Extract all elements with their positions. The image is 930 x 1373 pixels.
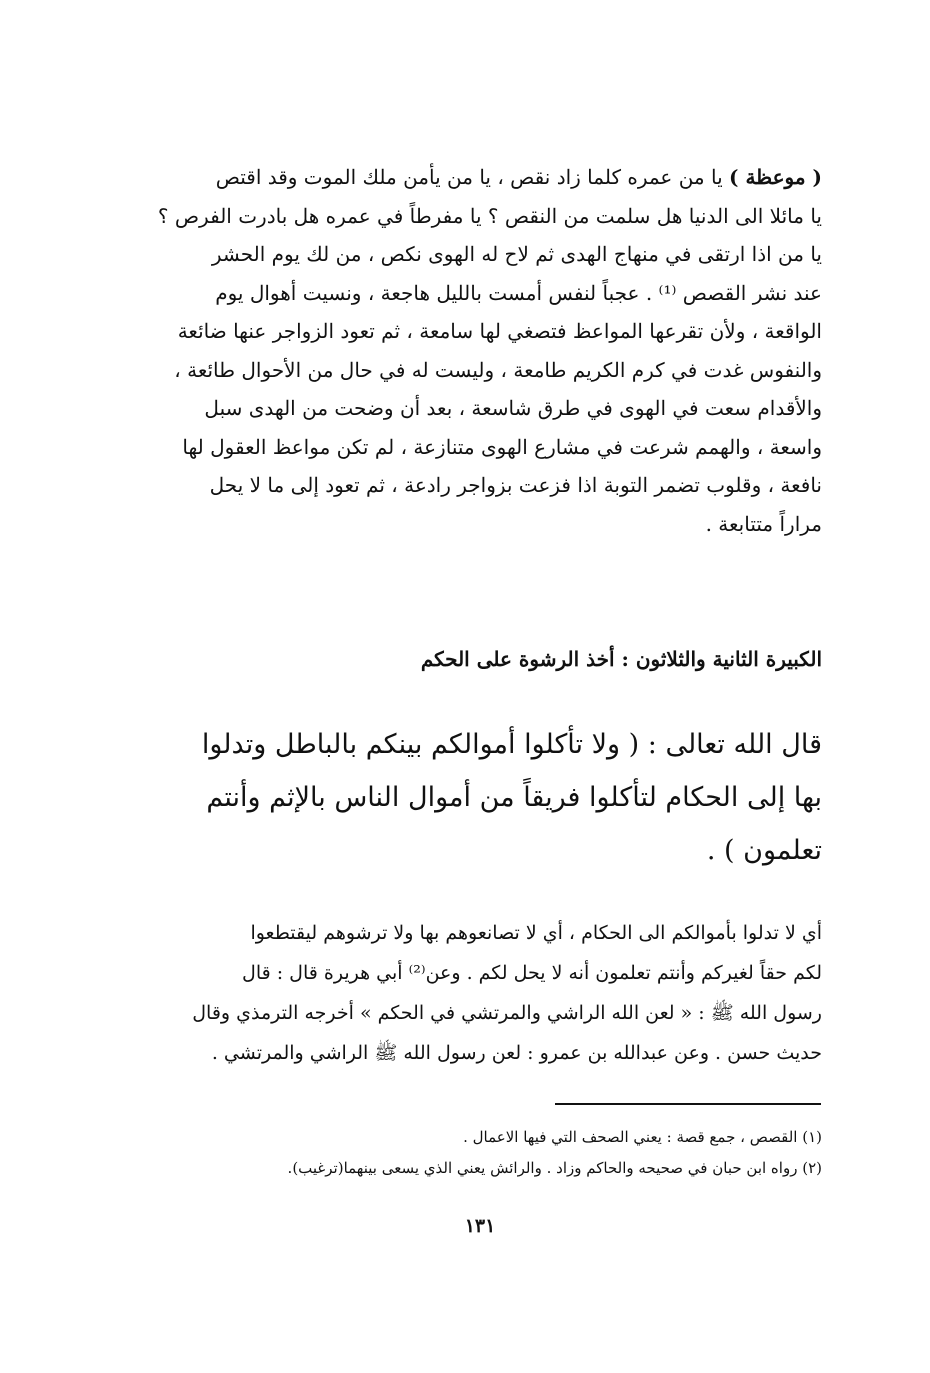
sermon-line-8: واسعة ، والهمم شرعت في مشارع الهوى متنازعة ، لم تكن مواعظ العقول لها (182, 434, 822, 459)
sermon-paragraph (150, 158, 822, 543)
sermon-line-6: والنفوس غدت في كرم الكريم طامعة ، وليست له في حال من الأحوال طائعة ، (174, 357, 822, 382)
sermon-line-1-text: يا من عمره كلما زاد نقص ، يا من يأمن ملك الموت وقد اقتص (215, 165, 723, 189)
page-number: ١٣١ (464, 1215, 496, 1237)
commentary-line-1: أي لا تدلوا بأموالكم الى الحكام ، أي لا تصانعوهم بها ولا ترشوهم ليقتطعوا (250, 922, 822, 944)
footnote-1: (١) القصص ، جمع قصة : يعني الصحف التي فيها الاعمال . (463, 1128, 822, 1146)
quran-line-1: قال الله تعالى : ( ولا تأكلوا أموالكم بينكم بالباطل وتدلوا (201, 729, 822, 760)
sermon-line-3: يا من اذا ارتقى في منهاج الهدى ثم لاح له الهوى نكص ، من لك يوم الحشر (211, 242, 822, 266)
section-heading: الكبيرة الثانية والثلاثون : أخذ الرشوة على الحكم (420, 647, 822, 671)
sermon-line-9: نافعة ، وقلوب تضمر التوبة اذا فزعت بزواجر رادعة ، ثم تعود إلى ما لا يحل (209, 473, 822, 497)
commentary-line-2: لكم حقاً لغيركم وأنتم تعلمون أنه لا يحل لكم . وعن⁽²⁾ أبي هريرة قال : قال (242, 962, 822, 984)
sermon-line-7: والأقدام سعت في الهوى في طرق شاسعة ، بعد أن وضحت من الهدى سبل (204, 396, 822, 420)
footnotes (150, 1122, 822, 1184)
sermon-line-1 (150, 158, 822, 197)
sermon-line-2: يا مائلا الى الدنيا هل سلمت من النقص ؟ يا مفرطاً في عمره هل بادرت الفرص ؟ (157, 203, 822, 228)
sermon-line-5: الواقعة ، ولأن تقرعها المواعظ فتصغي لها سامعة ، ثم تعود الزواجر عنها ضائعة (177, 319, 822, 343)
quran-verse (150, 718, 822, 877)
sermon-line-10: مراراً متتابعة . (705, 511, 822, 536)
sermon-line-4: عند نشر القصص ⁽¹⁾ . عجباً لنفس أمست بالليل هاجعة ، ونسيت أهوال يوم (215, 280, 822, 305)
commentary-line-3: رسول الله ﷺ : « لعن الله الراشي والمرتشي في الحكم » أخرجه الترمذي وقال (192, 1002, 822, 1024)
footnote-2: (٢) رواه ابن حبان في صحيحه والحاكم وزاد . والرائش يعني الذي يسعى بينهما(ترغيب). (287, 1159, 822, 1177)
commentary-paragraph (150, 913, 822, 1073)
footnote-divider (555, 1103, 821, 1105)
sermon-label: ( موعظة ) (729, 165, 822, 189)
commentary-line-4: حديث حسن . وعن عبدالله بن عمرو : لعن رسول الله ﷺ الراشي والمرتشي . (211, 1042, 822, 1064)
quran-line-3: تعلمون ) . (706, 835, 822, 866)
quran-line-2: بها إلى الحكام لتأكلوا فريقاً من أموال الناس بالإثم وأنتم (206, 782, 822, 813)
